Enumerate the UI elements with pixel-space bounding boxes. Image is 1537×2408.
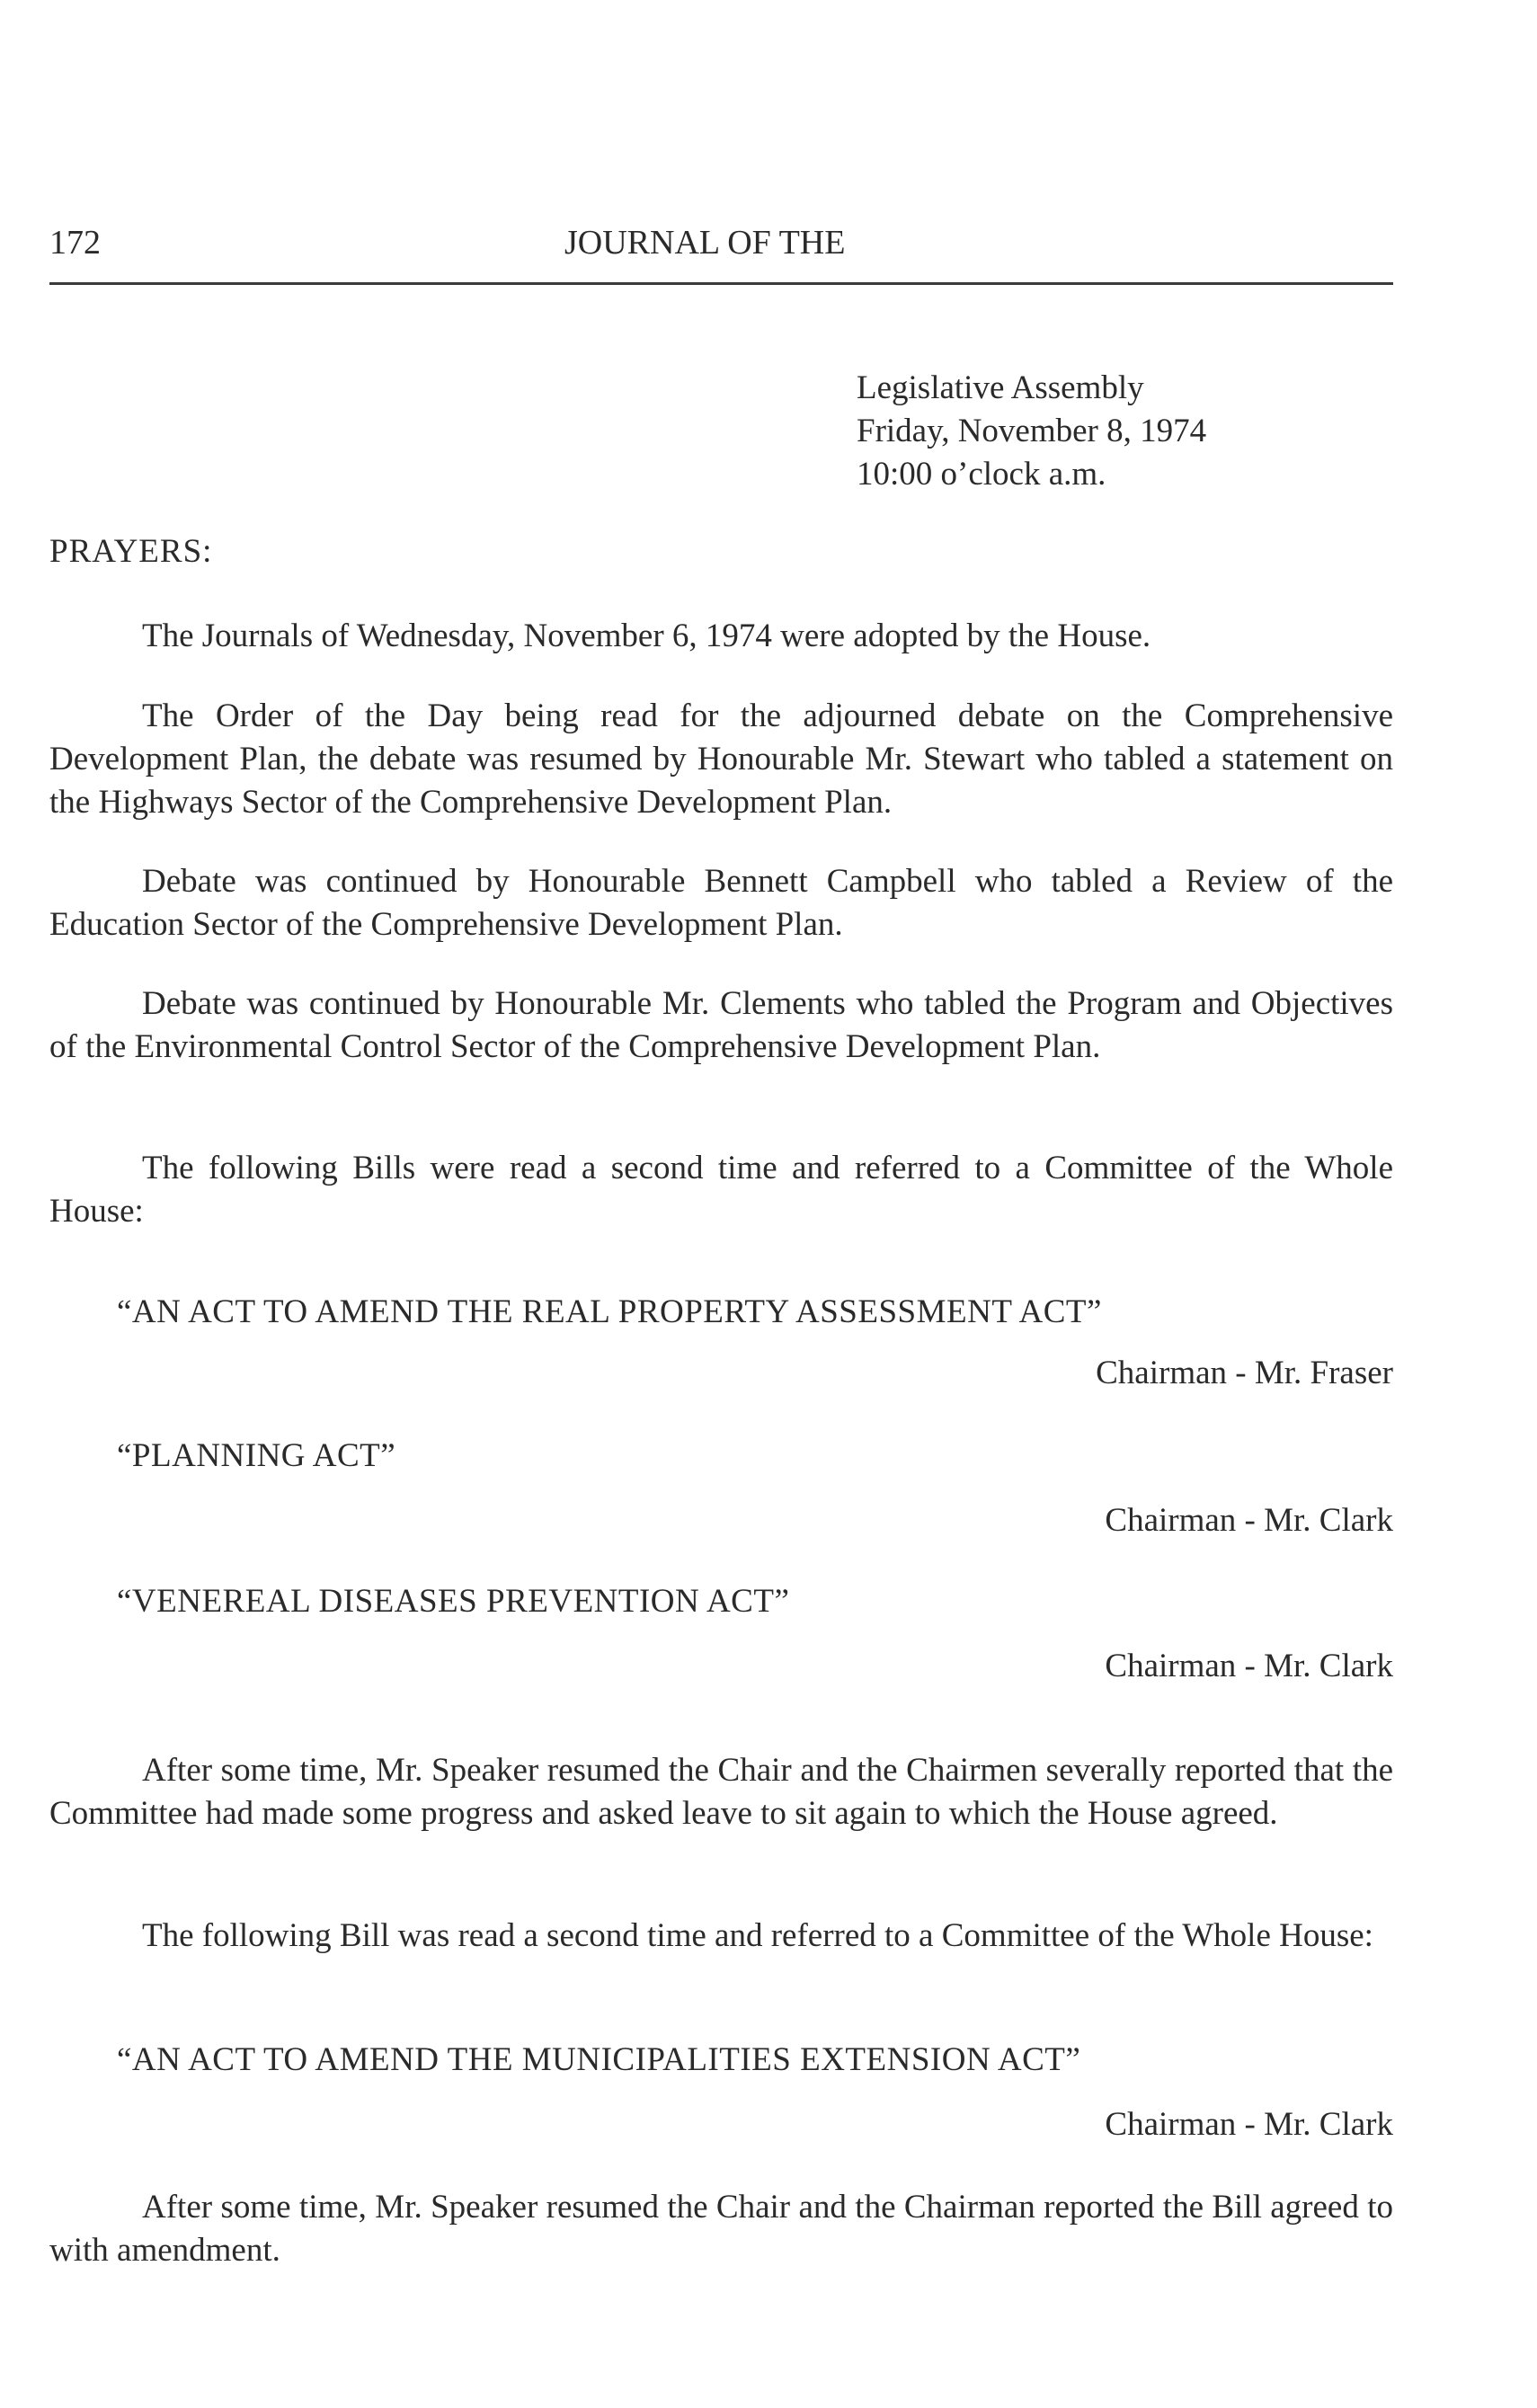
paragraph-debate-clements: Debate was continued by Honourable Mr. Clements who tabled the Program and Objectives of the Environmental Control Sector of the Comprehensive Development Plan. xyxy=(49,985,1393,1065)
paragraph-journals-adopted: The Journals of Wednesday, November 6, 1974 were adopted by the House. xyxy=(142,618,1151,654)
sitting-block xyxy=(857,367,1206,496)
paragraph-speaker-resumed: After some time, Mr. Speaker resumed the Chair and the Chairmen severally reported that the Committee had made some progress and asked leave to sit again to which the House agreed. xyxy=(49,1752,1393,1832)
paragraph-bill-agreed: After some time, Mr. Speaker resumed the Chair and the Chairman reported the Bill agreed to with amendment. xyxy=(49,2189,1393,2269)
bill-title: “AN ACT TO AMEND THE MUNICIPALITIES EXTENSION ACT” xyxy=(117,2041,1081,2078)
running-head: JOURNAL OF THE xyxy=(564,224,846,262)
paragraph-order-of-day: The Order of the Day being read for the adjourned debate on the Comprehensive Development Plan, the debate was resumed by Honourable Mr. Stewart who tabled a statement on the Highways Sector of the Comprehensive Development Plan. xyxy=(49,698,1393,821)
header-rule xyxy=(49,282,1393,285)
bill-chairman: Chairman - Mr. Clark xyxy=(1105,1648,1393,1684)
bill-title: “AN ACT TO AMEND THE REAL PROPERTY ASSESSMENT ACT” xyxy=(117,1293,1102,1330)
paragraph-bills-second-reading: The following Bills were read a second time and referred to a Committee of the Whole House: xyxy=(49,1150,1393,1230)
sitting-time: 10:00 o’clock a.m. xyxy=(857,456,1106,493)
prayers-heading: PRAYERS: xyxy=(49,533,213,570)
bill-chairman: Chairman - Mr. Clark xyxy=(1105,1502,1393,1539)
paragraph-debate-campbell: Debate was continued by Honourable Bennett Campbell who tabled a Review of the Education Sector of the Comprehensive Development Plan. xyxy=(49,863,1393,943)
sitting-date: Friday, November 8, 1974 xyxy=(857,413,1207,449)
page-number: 172 xyxy=(49,224,101,262)
sitting-body: Legislative Assembly xyxy=(857,369,1144,406)
bill-title: “VENEREAL DISEASES PREVENTION ACT” xyxy=(117,1583,790,1620)
bill-title: “PLANNING ACT” xyxy=(117,1437,396,1474)
paragraph-bill-second-reading: The following Bill was read a second time and referred to a Committee of the Whole House: xyxy=(142,1917,1373,1954)
bill-chairman: Chairman - Mr. Clark xyxy=(1105,2106,1393,2143)
bill-chairman: Chairman - Mr. Fraser xyxy=(1096,1355,1393,1391)
